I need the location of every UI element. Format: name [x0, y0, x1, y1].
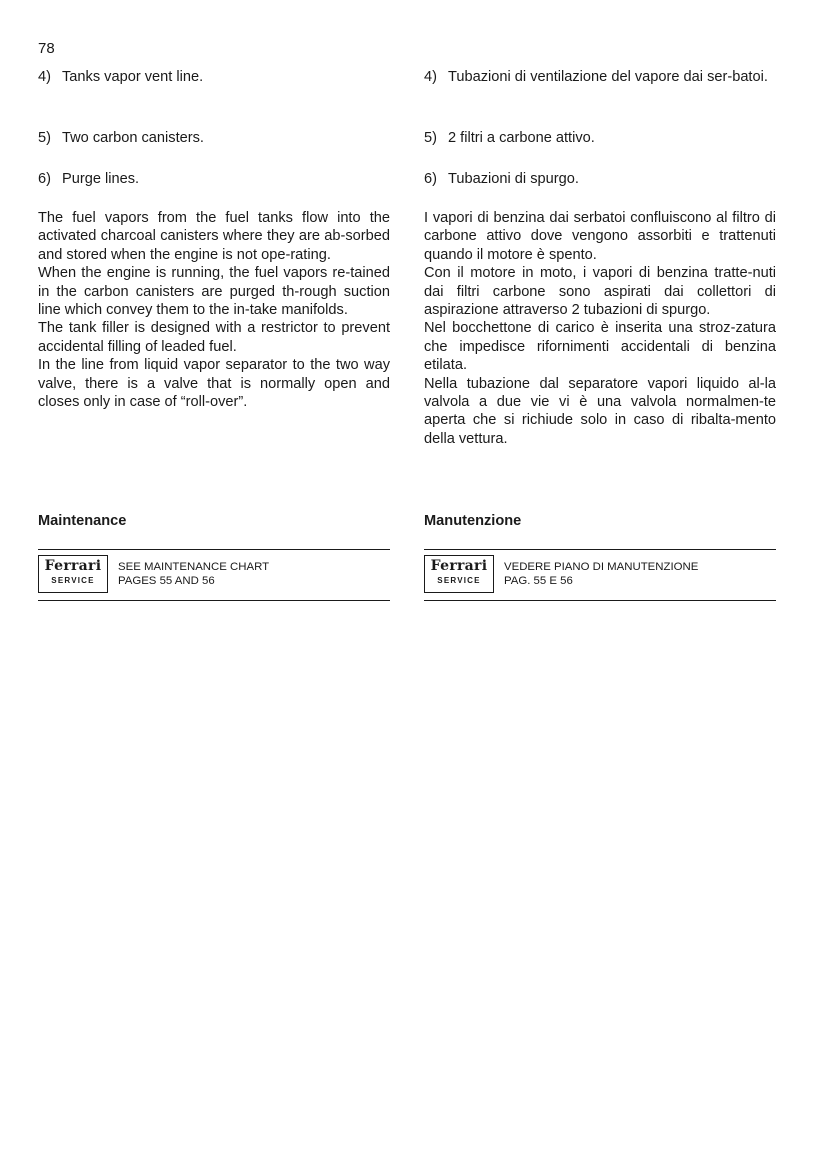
list-item: [424, 170, 800, 188]
section-title: Manutenzione: [424, 513, 522, 529]
service-line: VEDERE PIANO DI MANUTENZIONE: [504, 561, 699, 573]
body-text: [38, 209, 390, 411]
list-item: [424, 129, 800, 147]
service-line: PAG. 55 E 56: [504, 575, 573, 587]
paragraph: The fuel vapors from the fuel tanks flow into the activated charcoal canisters where they are ab-sorbed and stored when the engine is not ope-rating.: [38, 210, 390, 263]
paragraph: Con il motore in moto, i vapori di benzina tratte-nuti dai filtri carbone sono aspirati dai collettori di aspirazione attraverso 2 tubazioni di spurgo.: [424, 265, 776, 319]
service-label: SERVICE: [51, 576, 95, 585]
item-text: Two carbon canisters.: [62, 130, 204, 146]
paragraph: In the line from liquid vapor separator to the two way valve, there is a valve that is normally open and closes only in case of “roll-over”.: [38, 357, 390, 411]
item-text: Purge lines.: [62, 171, 140, 187]
service-line: SEE MAINTENANCE CHART: [118, 561, 270, 573]
ferrari-logo: Ferrari: [430, 558, 488, 574]
ferrari-logo: Ferrari: [44, 558, 102, 574]
service-note: [424, 549, 776, 601]
list-item: [38, 170, 414, 188]
item-number: 4): [424, 69, 437, 85]
service-label: SERVICE: [437, 576, 481, 585]
item-number: 6): [424, 171, 437, 187]
service-text: [504, 560, 698, 588]
list-item: [424, 68, 800, 86]
item-text: Tanks vapor vent line.: [62, 69, 204, 85]
list-item: [38, 68, 414, 86]
list-item: [38, 129, 414, 147]
paragraph: When the engine is running, the fuel vapors re-tained in the carbon canisters are purged th-rough suction line which convey them to the in-take manifolds.: [38, 265, 390, 319]
paragraph: Nella tubazione dal separatore vapori liquido al-la valvola a due vie vi è una valvola normalmen-te aperta che si richiude solo in caso di ribalta-mento della vettura.: [424, 375, 776, 447]
page-number: 78: [38, 40, 55, 57]
ferrari-service-badge: [424, 555, 494, 593]
paragraph: The tank filler is designed with a restrictor to prevent accidental filling of leaded fuel.: [38, 320, 390, 355]
item-number: 5): [38, 130, 51, 146]
item-number: 4): [38, 69, 51, 85]
service-note: [38, 549, 390, 601]
paragraph: I vapori di benzina dai serbatoi confluiscono al filtro di carbone attivo dove vengono assorbiti e trattenuti quando il motore è spento.: [424, 210, 776, 263]
item-text: Tubazioni di ventilazione del vapore dai ser-batoi.: [448, 69, 768, 85]
service-text: [118, 560, 269, 588]
body-text: [424, 209, 776, 448]
item-text: Tubazioni di spurgo.: [448, 171, 579, 187]
paragraph: Nel bocchettone di carico è inserita una stroz-zatura che impedisce rifornimenti accidentali di benzina etilata.: [424, 320, 776, 374]
section-title: Maintenance: [38, 513, 127, 529]
ferrari-service-badge: [38, 555, 108, 593]
item-number: 6): [38, 171, 51, 187]
item-text: 2 filtri a carbone attivo.: [448, 130, 595, 146]
item-number: 5): [424, 130, 437, 146]
service-line: PAGES 55 AND 56: [118, 575, 215, 587]
